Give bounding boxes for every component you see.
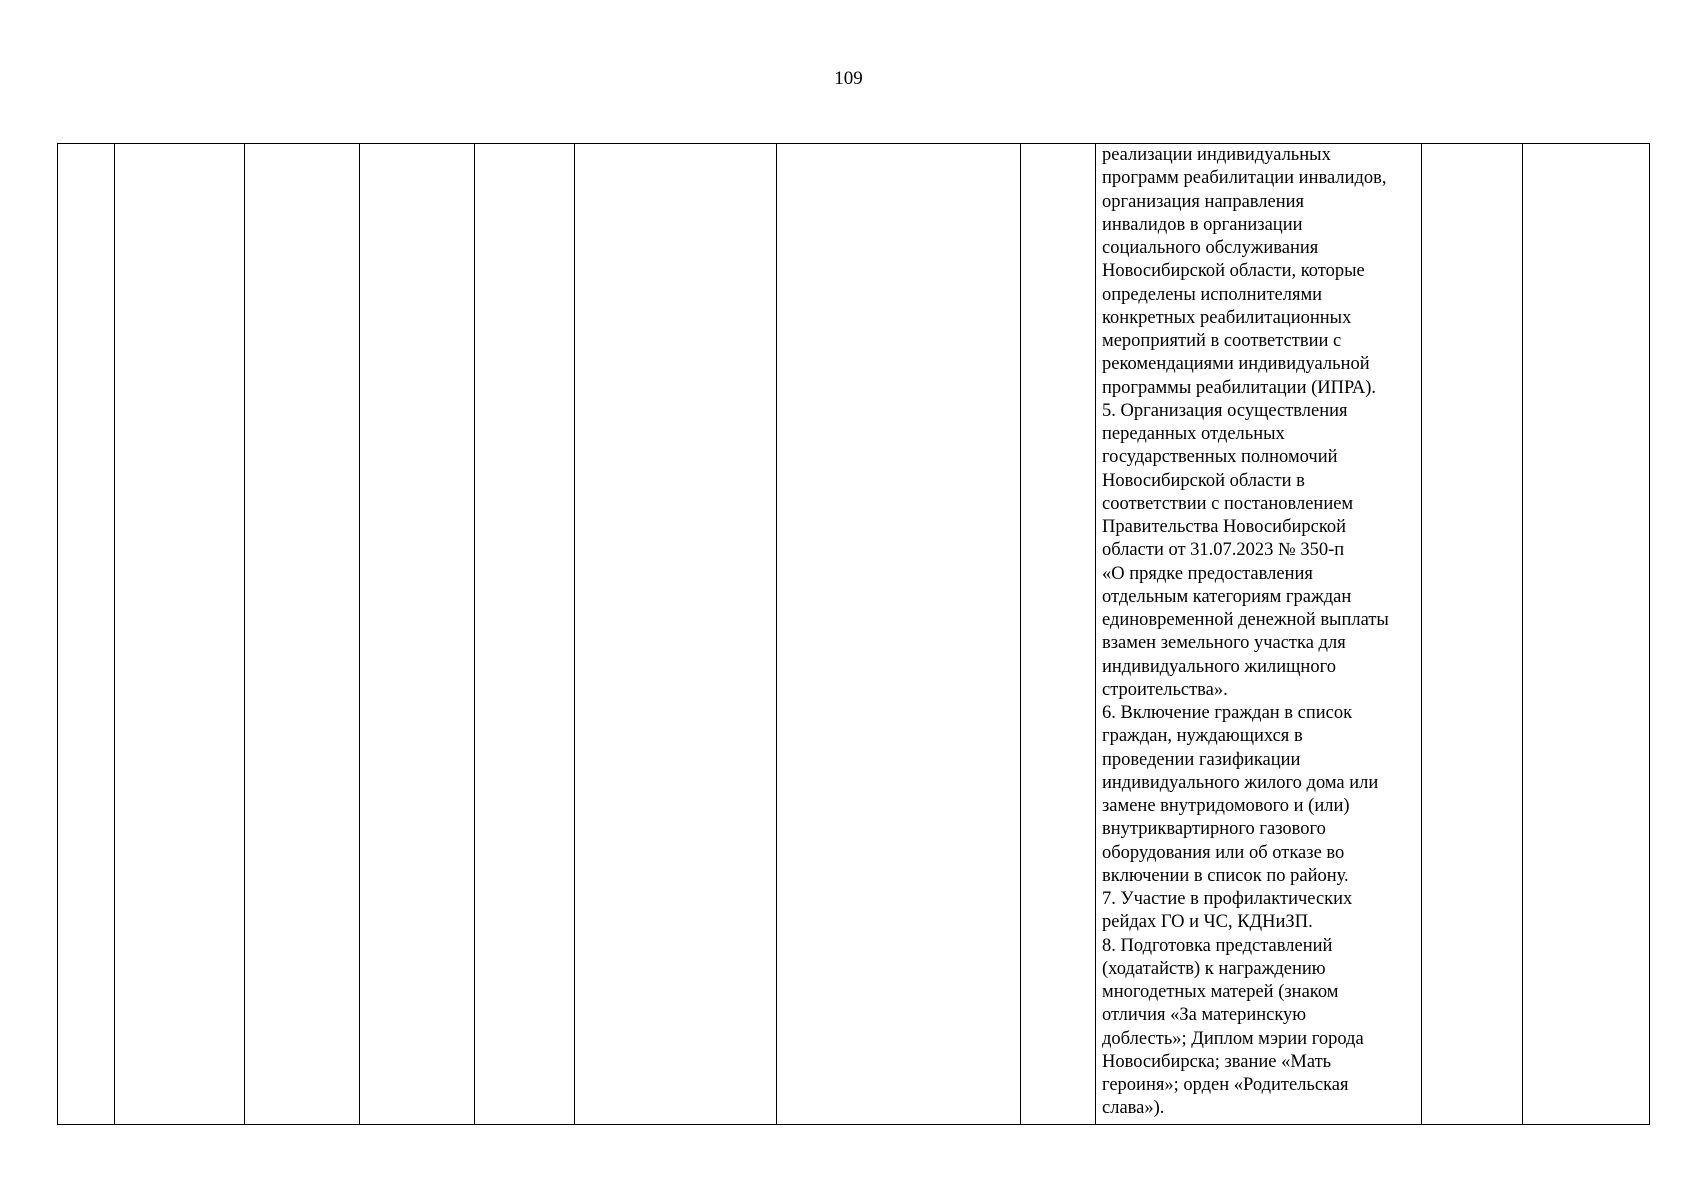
table-cell-5 (475, 144, 575, 1125)
table-cell-11 (1523, 144, 1650, 1125)
document-table (57, 143, 1650, 1125)
table-cell-6 (575, 144, 777, 1125)
page-number: 109 (834, 68, 863, 89)
table-cell-4 (360, 144, 475, 1125)
table-cell-1 (58, 144, 115, 1125)
table-cell-9 (1096, 144, 1422, 1125)
table-cell-3 (245, 144, 360, 1125)
table-cell-8 (1021, 144, 1096, 1125)
table-cell-2 (115, 144, 245, 1125)
table-row (58, 144, 1650, 1125)
cell-text-content: реализации индивидуальных программ реабилитации инвалидов, организация направления инвалидов в организации социального обслуживания Новосибирской области, которые определены исполнителями конкретных реабилитационных мероприятий в соответствии с рекомендациями индивидуальной программы реабилитации (ИПРА). 5. Организация осуществления переданных отдельных государственных полномочий Новосибирской области в соответствии с постановлением Правительства Новосибирской области от 31.07.2023 № 350-п «О прядке предоставления отдельным категориям граждан единовременной денежной выплаты взамен земельного участка для индивидуального жилищного строительства». 6. Включение граждан в список граждан, нуждающихся в проведении газификации индивидуального жилого дома или замене внутридомового и (или) внутриквартирного газового оборудования или об отказе во включении в список по району. 7. Участие в профилактических рейдах ГО и ЧС, КДНиЗП. 8. Подготовка представлений (ходатайств) к награждению многодетных матерей (знаком отличия «За материнскую доблесть»; Диплом мэрии города Новосибирска; звание «Мать героиня»; орден «Родительская слава»). (1102, 145, 1389, 1119)
table-cell-10 (1422, 144, 1523, 1125)
table-cell-7 (777, 144, 1021, 1125)
